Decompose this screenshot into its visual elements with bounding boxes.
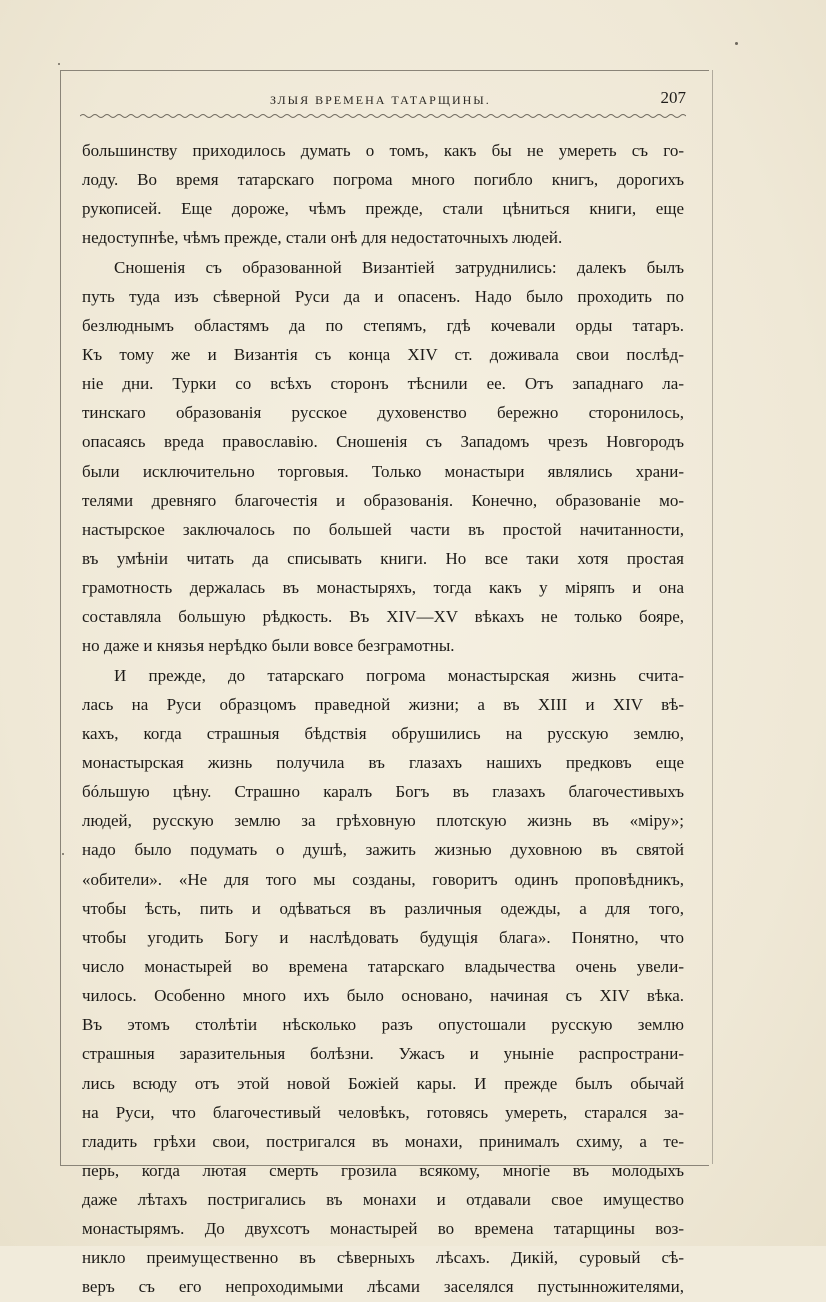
page-number: 207 bbox=[660, 88, 686, 107]
text-line: телями древняго благочестія и образованія. Конечно, образованіе мо- bbox=[82, 490, 684, 510]
text-line: «обители». «Не для того мы созданы, говоритъ одинъ проповѣдникъ, bbox=[82, 869, 684, 889]
text-line: гладить грѣхи свои, постригался въ монахи, принималъ схиму, а те- bbox=[82, 1131, 684, 1151]
text-line: опасаясь вреда православію. Сношенія съ Западомъ чрезъ Новгородъ bbox=[82, 432, 684, 452]
text-line: бóльшую цѣну. Страшно каралъ Богъ въ глазахъ благочестивыхъ bbox=[82, 782, 684, 802]
running-title: ЗЛЫЯ ВРЕМЕНА ТАТАРЩИНЫ. bbox=[270, 93, 491, 107]
text-line: составляла большую рѣдкость. Въ XIV—XV вѣкахъ не только бояре, bbox=[82, 607, 684, 627]
text-line: страшныя заразительныя болѣзни. Ужасъ и уныніе распространи- bbox=[82, 1044, 684, 1064]
page-frame-right-border bbox=[712, 70, 713, 1164]
text-line: въ умѣніи читать да списывать книги. Но все таки хотя простая bbox=[82, 548, 684, 568]
text-line: ніе дни. Турки со всѣхъ сторонъ тѣснили ее. Отъ западнаго ла- bbox=[82, 374, 684, 394]
text-line: путь туда изъ сѣверной Руси да и опасенъ. Надо было проходить по bbox=[82, 286, 684, 306]
text-line: были исключительно торговыя. Только монастыри являлись храни- bbox=[82, 461, 684, 481]
text-line: лоду. Во время татарскаго погрома много погибло книгъ, дорогихъ bbox=[82, 170, 684, 190]
text-line: на Руси, что благочестивый человѣкъ, готовясь умереть, старался за- bbox=[82, 1102, 684, 1122]
text-line: чтобы ѣсть, пить и одѣваться въ различныя одежды, а для того, bbox=[82, 898, 684, 918]
text-line: перь, когда лютая смерть грозила всякому, многіе въ молодыхъ bbox=[82, 1160, 684, 1180]
text-line: рукописей. Еще дороже, чѣмъ прежде, стали цѣниться книги, еще bbox=[82, 199, 684, 219]
paper-speck bbox=[735, 42, 738, 45]
text-line: даже лѣтахъ постригались въ монахи и отдавали свое имущество bbox=[82, 1190, 684, 1210]
paper-speck bbox=[62, 853, 64, 855]
text-line: монастырская жизнь получила въ глазахъ нашихъ предковъ еще bbox=[82, 752, 684, 772]
text-line: надо было подумать о душѣ, зажить жизнью духовною въ святой bbox=[82, 840, 684, 860]
text-line: Въ этомъ столѣтіи нѣсколько разъ опустошали русскую землю bbox=[82, 1015, 684, 1035]
text-line: настырское заключалось по большей части въ простой начитанности, bbox=[82, 519, 684, 539]
text-line: безлюднымъ областямъ да по степямъ, гдѣ кочевали орды татаръ. bbox=[82, 315, 684, 335]
text-line: людей, русскую землю за грѣховную плотскую жизнь въ «міру»; bbox=[82, 811, 684, 831]
text-line: И прежде, до татарскаго погрома монастырская жизнь счита- bbox=[114, 665, 684, 685]
text-line: Къ тому же и Византія съ конца XIV ст. доживала свои послѣд- bbox=[82, 344, 684, 364]
text-line: Сношенія съ образованной Византіей затруднились: далекъ былъ bbox=[114, 257, 684, 277]
text-line: большинству приходилось думать о томъ, какъ бы не умереть съ го- bbox=[82, 141, 684, 160]
paper-speck bbox=[58, 63, 60, 65]
header-ornament-rule bbox=[80, 112, 686, 120]
text-line: но даже и князья нерѣдко были вовсе безграмотны. bbox=[82, 636, 455, 656]
text-line: чилось. Особенно много ихъ было основано, начиная съ XIV вѣка. bbox=[82, 986, 684, 1006]
text-line: монастырямъ. До двухсотъ монастырей во времена татарщины воз- bbox=[82, 1219, 684, 1239]
text-line: лась на Руси образцомъ праведной жизни; а въ XIII и XIV вѣ- bbox=[82, 694, 684, 714]
text-line: кахъ, когда страшныя бѣдствія обрушились на русскую землю, bbox=[82, 723, 684, 743]
text-line: никло преимущественно въ сѣверныхъ лѣсахъ. Дикій, суровый сѣ- bbox=[82, 1248, 684, 1268]
text-line: веръ съ его непроходимыми лѣсами заселялся пустынножителями, bbox=[82, 1277, 684, 1297]
text-line: грамотность держалась въ монастыряхъ, тогда какъ у міряпъ и она bbox=[82, 578, 684, 598]
text-line: лись всюду отъ этой новой Божіей кары. И прежде былъ обычай bbox=[82, 1073, 684, 1093]
text-line: чтобы угодить Богу и наслѣдовать будущія блага». Понятно, что bbox=[82, 927, 684, 947]
text-line: недоступнѣе, чѣмъ прежде, стали онѣ для недостаточныхъ людей. bbox=[82, 228, 563, 248]
body-text bbox=[82, 136, 684, 1302]
text-line: число монастырей во времена татарскаго владычества очень увели- bbox=[82, 956, 684, 976]
text-line: тинскаго образованія русское духовенство бережно сторонилось, bbox=[82, 403, 684, 423]
